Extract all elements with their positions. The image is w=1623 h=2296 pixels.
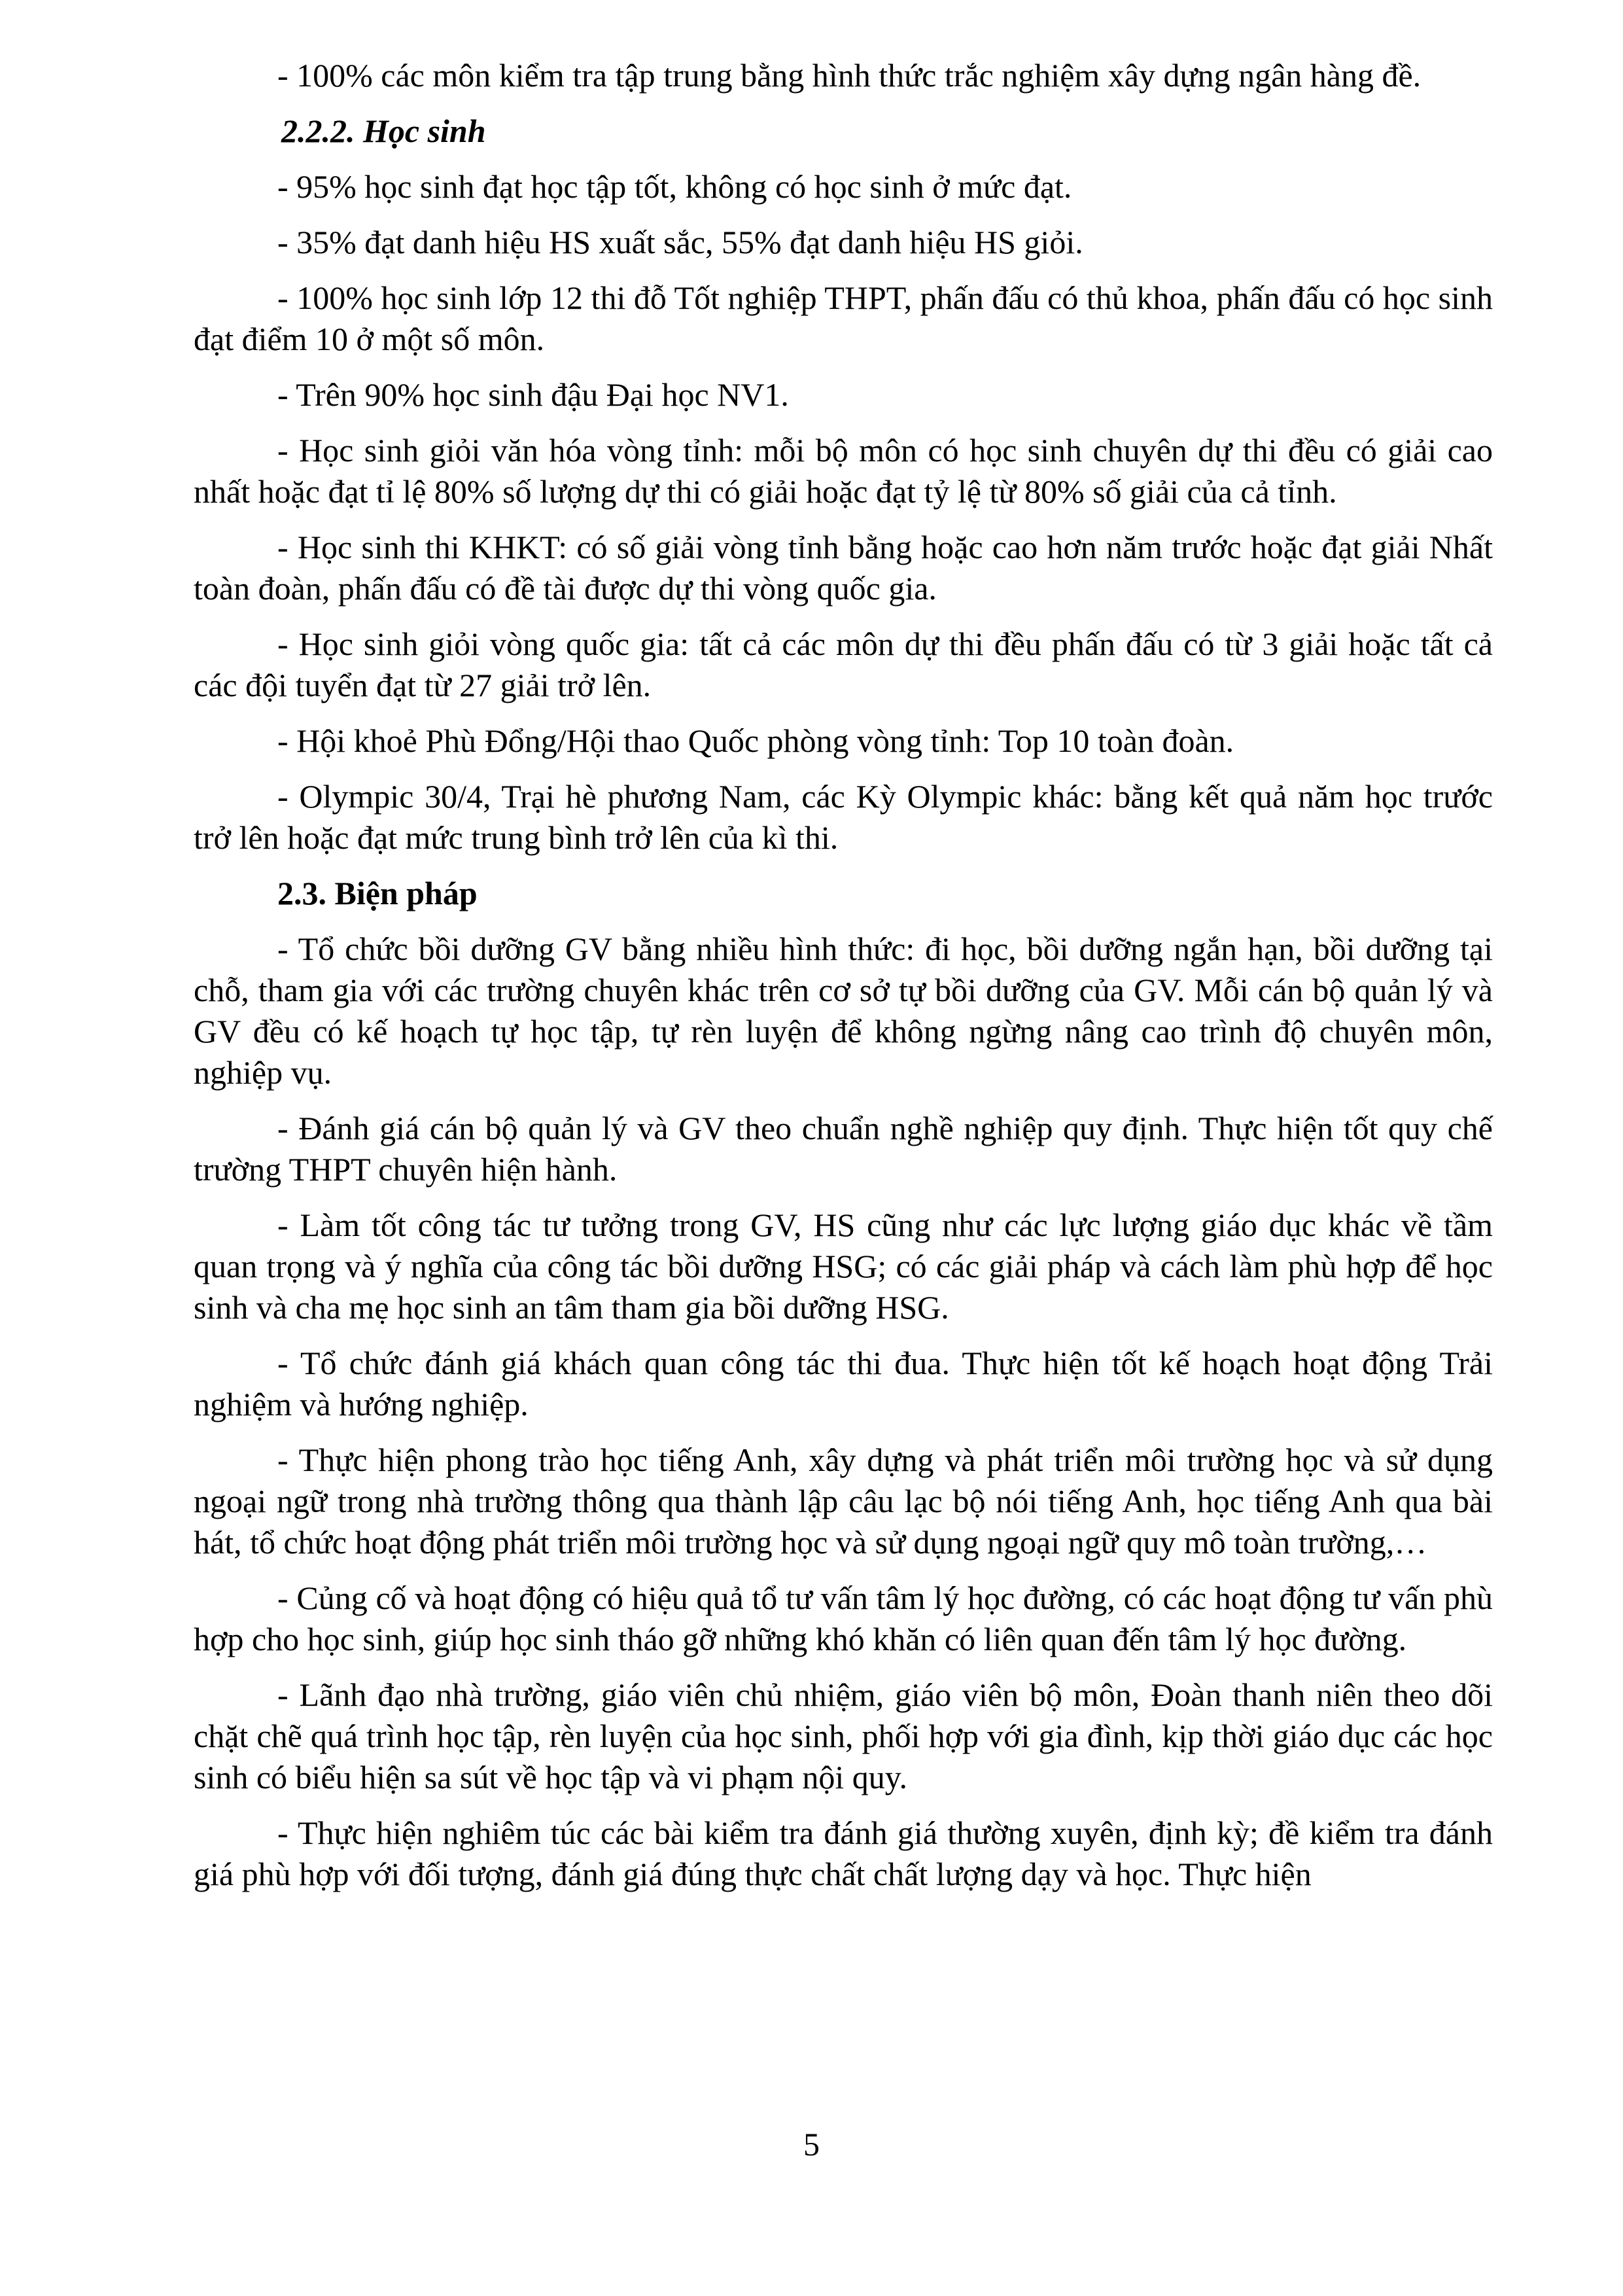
section-heading-bien-phap: 2.3. Biện pháp xyxy=(277,875,478,911)
paragraph-student-target-8: - Hội khoẻ Phù Đổng/Hội thao Quốc phòng vòng tỉnh: Top 10 toàn đoàn. xyxy=(277,722,1234,759)
paragraph-question-bank: - 100% các môn kiểm tra tập trung bằng hình thức trắc nghiệm xây dựng ngân hàng đề. xyxy=(277,57,1422,94)
paragraph-measure-6: - Củng cố và hoạt động có hiệu quả tổ tư vấn tâm lý học đường, có các hoạt động tư vấn phù hợp cho học sinh, giúp học sinh tháo gỡ những khó khăn có liên quan đến tâm lý học đường. xyxy=(194,1580,1493,1657)
paragraph-student-target-4: - Trên 90% học sinh đậu Đại học NV1. xyxy=(277,376,789,413)
paragraph-student-target-2: - 35% đạt danh hiệu HS xuất sắc, 55% đạt danh hiệu HS giỏi. xyxy=(277,224,1083,260)
document-body xyxy=(194,55,1493,1909)
paragraph-measure-4: - Tổ chức đánh giá khách quan công tác thi đua. Thực hiện tốt kế hoạch hoạt động Trải nghiệm và hướng nghiệp. xyxy=(194,1345,1493,1422)
paragraph-measure-1: - Tổ chức bồi dưỡng GV bằng nhiều hình thức: đi học, bồi dưỡng ngắn hạn, bồi dưỡng tại chỗ, tham gia với các trường chuyên khác trên cơ sở tự bồi dưỡng của GV. Mỗi cán bộ quản lý và GV đều có kế hoạch tự học tập, tự rèn luyện để không ngừng nâng cao trình độ chuyên môn, nghiệp vụ. xyxy=(194,930,1493,1091)
paragraph-student-target-7: - Học sinh giỏi vòng quốc gia: tất cả các môn dự thi đều phấn đấu có từ 3 giải hoặc tất cả các đội tuyển đạt từ 27 giải trở lên. xyxy=(194,626,1493,703)
section-heading-hoc-sinh: 2.2.2. Học sinh xyxy=(281,113,486,149)
paragraph-measure-8: - Thực hiện nghiêm túc các bài kiểm tra đánh giá thường xuyên, định kỳ; đề kiểm tra đánh giá phù hợp với đối tượng, đánh giá đúng thực chất chất lượng dạy và học. Thực hiện xyxy=(194,1814,1493,1892)
paragraph-student-target-3: - 100% học sinh lớp 12 thi đỗ Tốt nghiệp THPT, phấn đấu có thủ khoa, phấn đấu có học sinh đạt điểm 10 ở một số môn. xyxy=(194,279,1493,357)
paragraph-measure-5: - Thực hiện phong trào học tiếng Anh, xây dựng và phát triển môi trường học và sử dụng ngoại ngữ trong nhà trường thông qua thành lập câu lạc bộ nói tiếng Anh, học tiếng Anh qua bài hát, tổ chức hoạt động phát triển môi trường học và sử dụng ngoại ngữ quy mô toàn trường,… xyxy=(194,1441,1493,1561)
paragraph-measure-7: - Lãnh đạo nhà trường, giáo viên chủ nhiệm, giáo viên bộ môn, Đoàn thanh niên theo dõi chặt chẽ quá trình học tập, rèn luyện của học sinh, phối hợp với gia đình, kịp thời giáo dục các học sinh có biểu hiện sa sút về học tập và vi phạm nội quy. xyxy=(194,1676,1493,1795)
page-number: 5 xyxy=(803,2126,820,2163)
paragraph-student-target-6: - Học sinh thi KHKT: có số giải vòng tỉnh bằng hoặc cao hơn năm trước hoặc đạt giải Nhất toàn đoàn, phấn đấu có đề tài được dự thi vòng quốc gia. xyxy=(194,529,1493,607)
paragraph-measure-3: - Làm tốt công tác tư tưởng trong GV, HS cũng như các lực lượng giáo dục khác về tầm quan trọng và ý nghĩa của công tác bồi dưỡng HSG; có các giải pháp và cách làm phù hợp để học sinh và cha mẹ học sinh an tâm tham gia bồi dưỡng HSG. xyxy=(194,1207,1493,1326)
paragraph-student-target-1: - 95% học sinh đạt học tập tốt, không có học sinh ở mức đạt. xyxy=(277,168,1072,205)
paragraph-student-target-9: - Olympic 30/4, Trại hè phương Nam, các Kỳ Olympic khác: bằng kết quả năm học trước trở lên hoặc đạt mức trung bình trở lên của kì thi. xyxy=(194,778,1493,856)
paragraph-measure-2: - Đánh giá cán bộ quản lý và GV theo chuẩn nghề nghiệp quy định. Thực hiện tốt quy chế trường THPT chuyên hiện hành. xyxy=(194,1110,1493,1188)
paragraph-student-target-5: - Học sinh giỏi văn hóa vòng tỉnh: mỗi bộ môn có học sinh chuyên dự thi đều có giải cao nhất hoặc đạt tỉ lệ 80% số lượng dự thi có giải hoặc đạt tỷ lệ từ 80% số giải của cả tỉnh. xyxy=(194,432,1493,510)
